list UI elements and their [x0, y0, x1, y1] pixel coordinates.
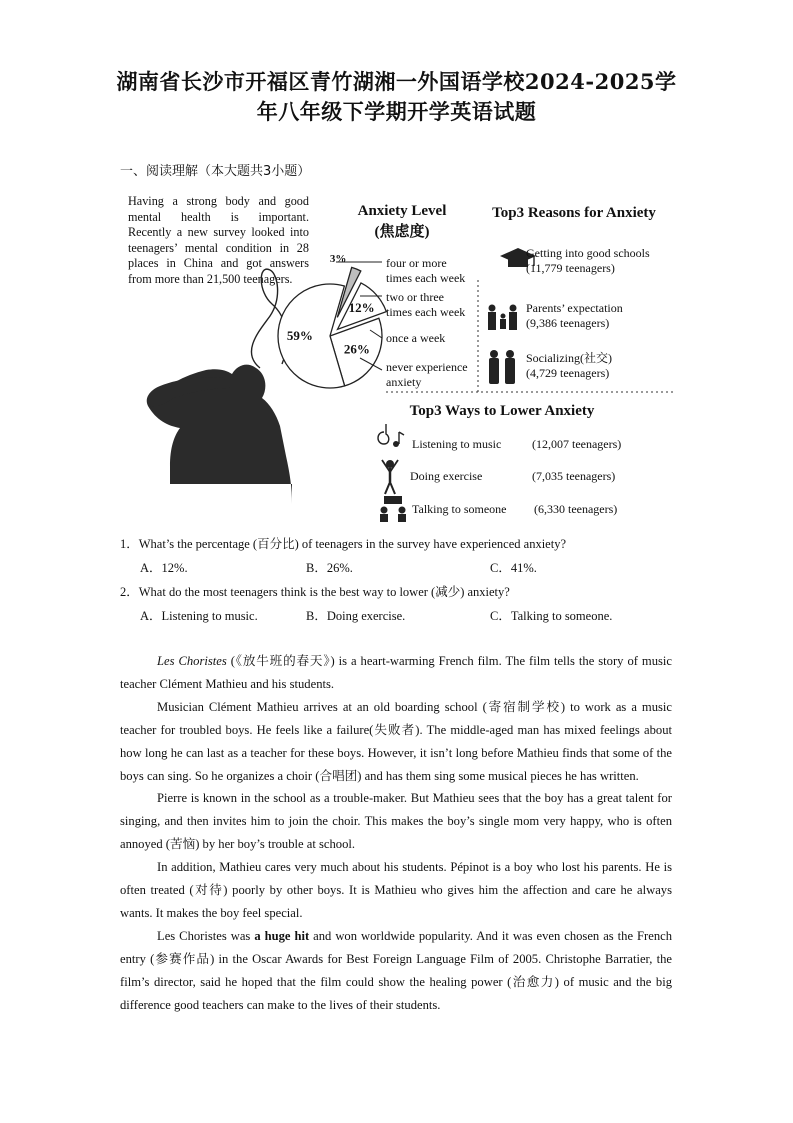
way-item-music: [412, 437, 501, 452]
reason-count: (4,729 teenagers): [526, 366, 610, 380]
reason-label: Socializing(社交): [526, 351, 612, 365]
infographic: [120, 192, 680, 528]
pie-chart: [278, 253, 386, 388]
film-title: Les Choristes: [157, 654, 227, 668]
way-item-talking: [412, 502, 506, 517]
way-count-talking: (6,330 teenagers): [534, 502, 618, 516]
pie-slice-label: 3%: [329, 253, 347, 266]
question-2-option-b: B．Doing exercise.: [306, 609, 406, 623]
anxiety-title: [346, 203, 458, 241]
talking-icon: [380, 496, 406, 522]
reason-label: Getting into good schools: [526, 246, 650, 260]
passage-paragraph-4: In addition, Mathieu cares very much about his students. Pépinot is a boy who lost his parents. He is often treated (对待) poorly by other boys. It is Mathieu who gives him the affection and care he always wants. It makes the boy feel special.: [120, 860, 672, 920]
question-1-option-a: A．12%.: [140, 561, 188, 575]
intro-line: Recently a new survey looked into: [128, 225, 309, 240]
legend-item-never: [386, 360, 468, 390]
pie-slice-label: 59%: [286, 328, 313, 344]
reason-label: Parents’ expectation: [526, 301, 623, 315]
passage-paragraph-1: [120, 650, 672, 696]
reason-count: (11,779 teenagers): [526, 261, 615, 275]
reason-item-schools: [526, 246, 650, 276]
reasons-title: Top3 Reasons for Anxiety: [492, 205, 656, 221]
legend-line: times each week: [386, 271, 466, 285]
pie-slice-label: 12%: [348, 299, 375, 315]
anxiety-title-line1: Anxiety Level: [357, 203, 447, 219]
legend-item-four-or-more: [386, 256, 465, 286]
legend-item-once-a-week: [386, 331, 445, 346]
passage-paragraph-3: Pierre is known in the school as a trouble-maker. But Mathieu sees that the boy has a great talent for singing, and then invites him to join the choir. This makes the boy’s single mom very happy, who is often annoyed (苦恼) by her boy’s trouble at school.: [120, 791, 672, 852]
way-label: Listening to music: [412, 437, 502, 451]
legend-line: never experience: [386, 360, 468, 374]
exercise-icon: [382, 460, 398, 494]
intro-line: places in China and got answers: [128, 256, 309, 271]
way-label: Talking to someone: [412, 502, 507, 516]
people-talking-icon: [489, 350, 515, 384]
music-note-icon: [378, 424, 404, 447]
question-2-stem: 2．What do the most teenagers think is the best way to lower (减少) anxiety?: [120, 585, 510, 599]
intro-line: teenagers’ mental condition in 28: [128, 240, 309, 255]
reading-passage: [120, 650, 672, 1017]
intro-line: Having a strong body and good: [128, 194, 309, 208]
question-2-option-c: C．Talking to someone.: [490, 609, 613, 623]
way-label: Doing exercise: [410, 469, 483, 483]
page-title-line2: 年八年级下学期开学英语试题: [256, 99, 537, 124]
section-heading: 一、阅读理解（本大题共3小题）: [120, 164, 311, 179]
question-2-option-a: A．Listening to music.: [140, 609, 258, 623]
question-1-option-c: C．41%.: [490, 561, 537, 575]
reason-item-parents: [526, 301, 623, 331]
paragraph-text: (《放牛班的春天》) is a heart-warming French film. The film tells the story of music teacher Clément Mathieu and his students.: [120, 654, 672, 691]
way-item-exercise: [410, 469, 482, 484]
page-title-line1: 湖南省长沙市开福区青竹湖湘一外国语学校2024-2025学: [116, 69, 677, 94]
legend-line: times each week: [386, 305, 466, 319]
legend-line: four or more: [386, 256, 447, 270]
passage-paragraph-5: [120, 925, 672, 1017]
intro-line: from more than 21,500 teenagers.: [128, 271, 293, 286]
way-count-music: (12,007 teenagers): [532, 437, 622, 451]
anxiety-title-line2: (焦虑度): [374, 224, 430, 240]
legend-line: anxiety: [386, 375, 422, 389]
question-1-option-b: B．26%.: [306, 561, 353, 575]
passage-paragraph-2: Musician Clément Mathieu arrives at an old boarding school (寄宿制学校) to work as a music teacher for troubled boys. He feels like a failure(失败者). The middle-aged man has mixed feelings about how long he can last as a teacher for these boys. However, it isn’t long before Mathieu finds that some of the boys can sing. So he organizes a choir (合唱团) and has them sing some musical pieces he has written.: [120, 699, 672, 783]
ways-title: Top3 Ways to Lower Anxiety: [409, 403, 595, 419]
legend-item-two-or-three: [386, 290, 465, 320]
intro-line: mental health is important.: [128, 209, 309, 224]
paragraph-text: and won worldwide popularity. And it was even chosen as the French entry (参赛作品) in the Oscar Awards for Best Foreign Language Film of 2005. Christophe Barratier, the film’s director, said he hoped that the film could show the healing power (治愈力) of music and the big difference good teachers can make to the lives of their students.: [120, 928, 673, 1012]
reason-count: (9,386 teenagers): [526, 316, 610, 330]
legend-line: once a week: [386, 331, 446, 345]
legend-line: two or three: [386, 290, 444, 304]
way-count-exercise: (7,035 teenagers): [532, 469, 616, 483]
bold-phrase: a huge hit: [254, 928, 310, 943]
pie-slice-label: 26%: [343, 341, 370, 357]
family-icon: [488, 305, 517, 331]
question-1-stem: 1．What’s the percentage (百分比) of teenagers in the survey have experienced anxiety?: [120, 537, 566, 551]
reason-item-socializing: [526, 351, 612, 381]
paragraph-text: Les Choristes was: [157, 928, 255, 943]
